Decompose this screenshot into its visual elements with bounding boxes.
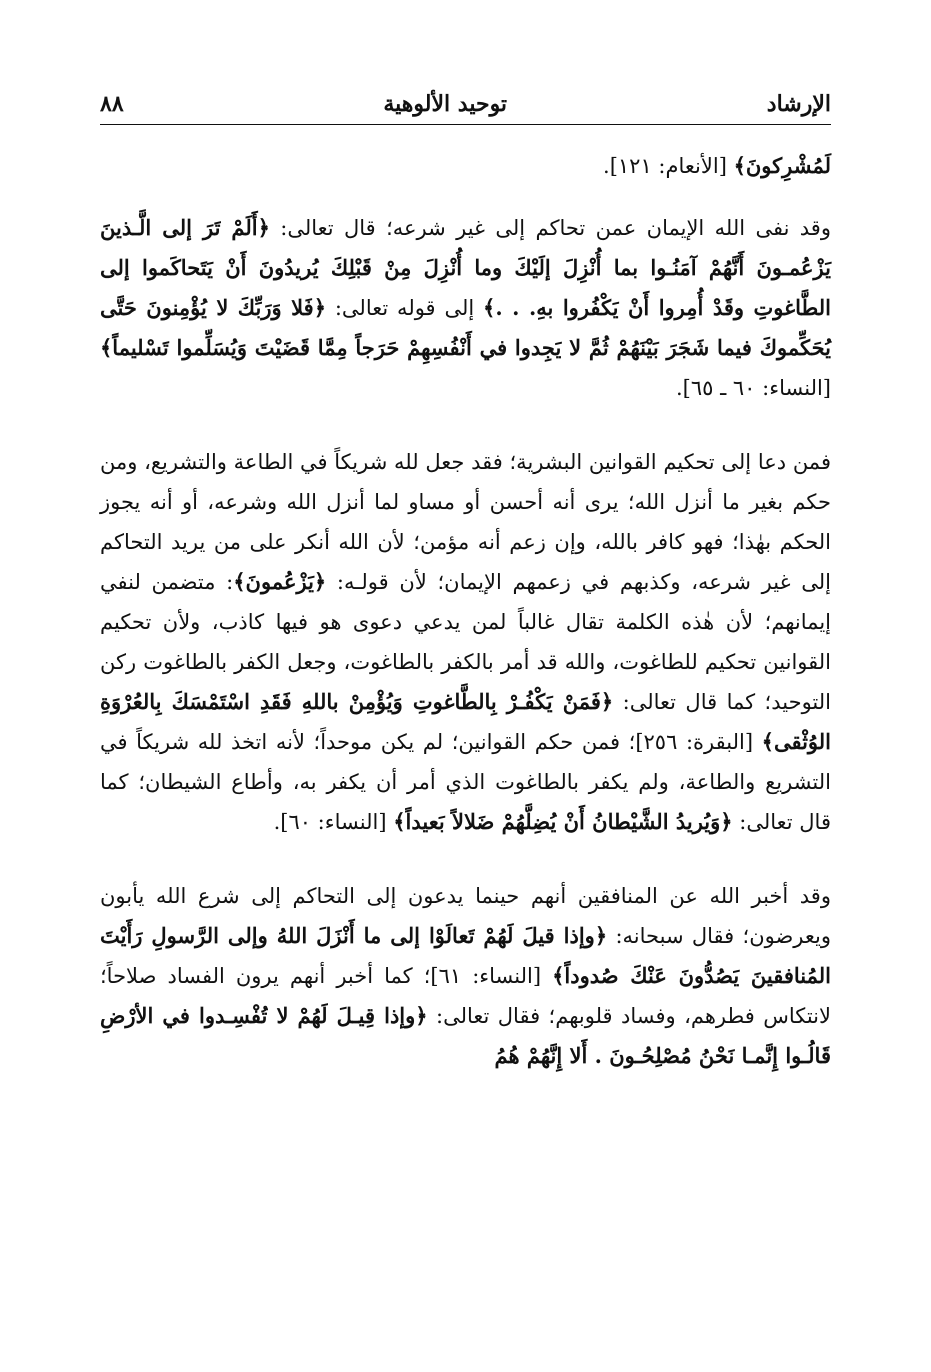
paragraph bbox=[100, 442, 831, 842]
quran-verse: ﴿أَلَمْ تَرَ إلى الَّـذينَ يَزْعُمـونَ أَنَّهُمْ آمَنُـوا بما أُنْزِلَ إلَيْكَ وما أُنْزِلَ مِنْ قَبْلِكَ يُريدُونَ أَنْ يَتَحاكَموا إلى الطَّاغوتِ وقَدْ أُمِروا أَنْ يَكْفُروا بهِ. . .﴾ bbox=[100, 215, 831, 320]
text-segment: وقد أخبر الله عن المنافقين أنهم حينما يدعون إلى التحاكم إلى شرع الله يأبون ويعرضون؛ فقال سبحانه: bbox=[100, 884, 832, 948]
text-segment: وقد نفى الله الإيمان عمن تحاكم إلى غير شرعه؛ قال تعالى: bbox=[269, 216, 831, 240]
verse-reference: [النساء: ٦٠]. bbox=[273, 810, 394, 834]
chapter-title: توحيد الألوهية bbox=[383, 91, 508, 117]
quran-verse: ﴿وإذا قيلَ لَهُمْ تَعالَوْا إلى ما أَنْزَلَ اللهُ وإلى الرَّسولِ رَأَيْتَ المُنافقينَ يَصُدُّونَ عَنْكَ صُدوداً﴾ bbox=[100, 923, 831, 988]
text-segment: فمن دعا إلى تحكيم القوانين البشرية؛ فقد جعل لله شريكاً في الطاعة والتشريع، ومن حكم بغير ما أنزل الله؛ يرى أنه أحسن أو مساو لما أنزل الله وشرعه، أو أنه يجوز الحكم بهٰذا؛ فهو كافر بالله، وإن زعم أنه مؤمن؛ لأن الله أنكر على من يريد التحاكم إلى غير شرعه، وكذبهم في زعمهم الإيمان؛ لأن قولـه: bbox=[100, 450, 831, 594]
text-segment: ؛ كما أخبر أنهم يرون الفساد صلاحاً؛ لانتكاس فطرهم، وفساد قلوبهم؛ فقال تعالى: bbox=[100, 964, 831, 1028]
verse-reference: [النساء: ٦١] bbox=[430, 964, 553, 988]
page-number: ٨٨ bbox=[100, 91, 124, 117]
quran-verse: ﴿وَيُريدُ الشَّيْطانُ أَنْ يُضِلَّهُمْ ضَلالاً بَعيداً﴾ bbox=[393, 809, 733, 834]
text-segment: ؛ فمن حكم القوانين؛ لم يكن موحداً؛ لأنه اتخذ لله شريكاً في التشريع والطاعة، ولم يكفر بالطاغوت الذي أمر أن يكفر به، وأطاع الشيطان؛ كما قال تعالى: bbox=[100, 730, 831, 834]
body-text bbox=[100, 146, 831, 1110]
book-title: الإرشاد bbox=[766, 91, 831, 117]
quran-verse: لَمُشْرِكونَ﴾ bbox=[733, 153, 831, 178]
quran-verse: ﴿فَلا وَرَبِّكَ لا يُؤْمِنونَ حَتَّى يُحَكِّموكَ فيما شَجَرَ بَيْنَهُمْ ثُمَّ لا يَجِدوا في أَنْفُسِهِمْ حَرَجاً مِمَّا قَضَيْتَ وَيُسَلِّموا تَسْليماً﴾ bbox=[100, 295, 831, 360]
paragraph bbox=[100, 876, 831, 1076]
paragraph bbox=[100, 146, 831, 186]
running-header bbox=[100, 84, 831, 125]
text-segment: إلى قوله تعالى: bbox=[326, 296, 484, 320]
paragraph bbox=[100, 208, 831, 408]
verse-reference: [الأنعام: ١٢١]. bbox=[603, 154, 734, 178]
quran-verse: ﴿يَزْعُمونَ﴾ bbox=[233, 569, 327, 594]
quran-verse: ﴿وإذا قِيـلَ لَهُمْ لا تُفْسِـدوا في الأرْضِ قَالُـوا إِنَّمـا نَحْنُ مُصْلِحُـونَ . أَلا إِنَّهُمْ هُمُ bbox=[100, 1003, 831, 1068]
verse-reference: [البقرة: ٢٥٦] bbox=[635, 730, 762, 754]
verse-reference: [النساء: ٦٠ ـ ٦٥]. bbox=[675, 376, 831, 400]
quran-verse: ﴿فَمَنْ يَكْفُـرْ بِالطَّاغوتِ وَيُؤْمِنْ باللهِ فَقَدِ اسْتَمْسَكَ بِالعُرْوَةِ الوُثْقى﴾ bbox=[100, 689, 831, 754]
text-segment: : متضمن لنفي إيمانهم؛ لأن هٰذه الكلمة تقال غالباً لمن يدعي دعوى هو فيها كاذب، ولأن تحكيم القوانين تحكيم للطاغوت، والله قد أمر بالكفر بالطاغوت، وجعل الكفر بالطاغوت ركن التوحيد؛ كما قال تعالى: bbox=[100, 570, 831, 714]
